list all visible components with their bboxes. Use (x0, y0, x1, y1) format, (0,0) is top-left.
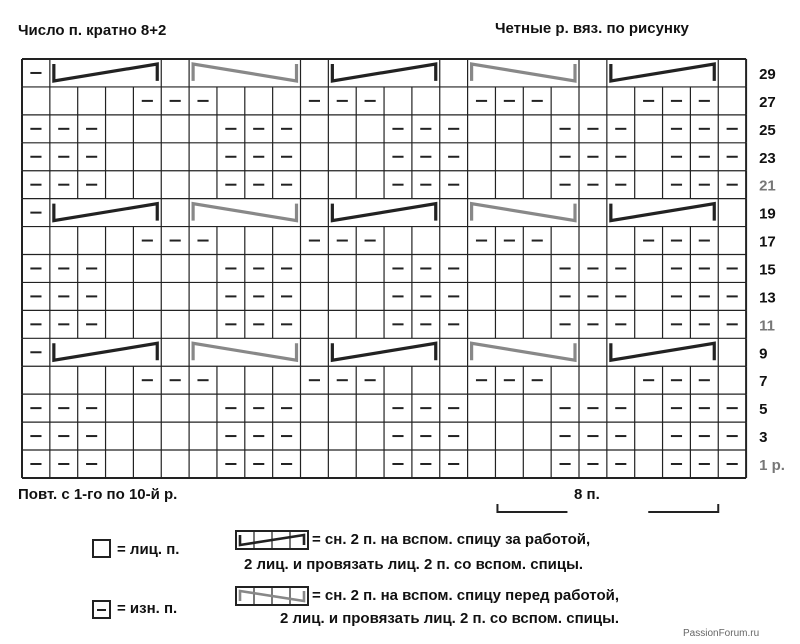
cable-back-symbol (332, 64, 435, 81)
row-label: 25 (759, 121, 776, 139)
cable-back-symbol (611, 64, 714, 81)
stitch-count-note: Число п. кратно 8+2 (18, 22, 167, 39)
repeat-bracket-left (497, 504, 567, 512)
row-label: 11 (759, 317, 775, 335)
even-rows-note: Четные р. вяз. по рисунку (495, 20, 689, 37)
legend-cable-back-line2: 2 лиц. и провязать лиц. 2 п. со вспом. спицы. (244, 556, 584, 573)
row-label: 29 (759, 65, 776, 83)
repeat-width-label: 8 п. (574, 486, 600, 503)
row-label: 3 (759, 429, 768, 447)
cable-front-symbol (472, 64, 575, 81)
legend-cable-back-line1: = сн. 2 п. на вспом. спицу за работой, (312, 531, 591, 548)
legend-purl-label: = изн. п. (117, 600, 178, 617)
legend-cable-front-line2: 2 лиц. и провязать лиц. 2 п. со вспом. спицы. (280, 610, 620, 627)
cable-front-symbol (472, 204, 575, 221)
repeat-note: Повт. с 1-го по 10-й р. (18, 486, 178, 503)
row-labels (759, 66, 785, 474)
cable-back-symbol (332, 204, 435, 221)
row-label: 27 (759, 93, 776, 111)
row-label: 21 (759, 177, 776, 195)
knit-stitch-icon (93, 540, 110, 557)
repeat-bracket (497, 504, 718, 512)
row-label: 23 (759, 149, 776, 167)
row-label: 1 р. (759, 456, 785, 474)
row-label: 19 (759, 205, 776, 223)
row-label: 15 (759, 261, 776, 279)
cable-back-symbol (611, 204, 714, 221)
cable-front-symbol (193, 204, 296, 221)
cable-back-symbol (332, 343, 435, 360)
repeat-bracket-right (648, 504, 718, 512)
cable-front-symbol (193, 64, 296, 81)
row-label: 13 (759, 289, 776, 307)
chart-grid-lines (22, 59, 746, 478)
row-label: 17 (759, 233, 776, 251)
row-label: 7 (759, 373, 768, 391)
cable-front-symbol (472, 343, 575, 360)
cable-back-symbol (54, 64, 157, 81)
cable-back-symbol (611, 343, 714, 360)
cable-front-symbol (193, 343, 296, 360)
cable-back-symbol (54, 343, 157, 360)
row-label: 5 (759, 401, 768, 419)
legend-cable-front-line1: = сн. 2 п. на вспом. спицу перед работой, (312, 587, 619, 604)
legend-knit-label: = лиц. п. (117, 541, 180, 558)
row-label: 9 (759, 345, 768, 363)
cable-back-symbol (54, 204, 157, 221)
watermark: PassionForum.ru (683, 628, 760, 639)
